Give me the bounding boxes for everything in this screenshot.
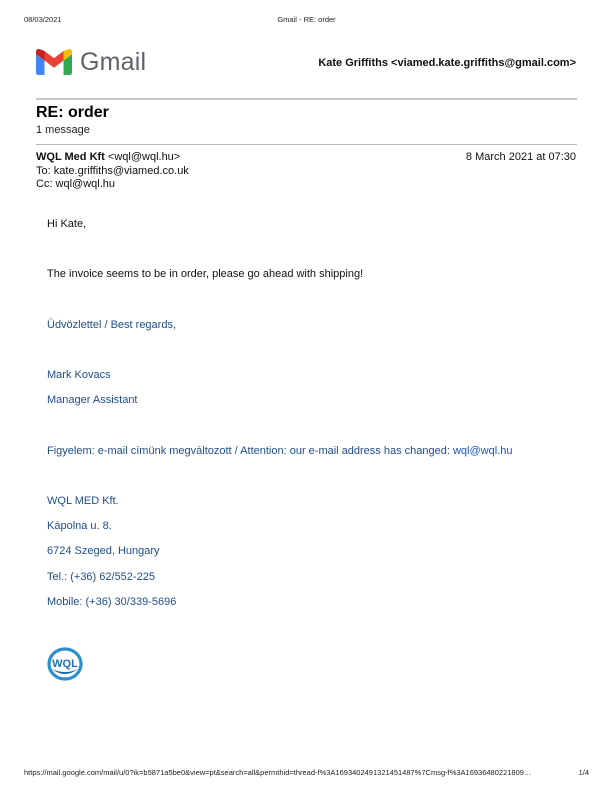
notice-text: Figyelem: e-mail címünk megváltozott / Attention: our e-mail address has changed: — [47, 445, 453, 457]
gmail-logo-icon — [36, 48, 72, 76]
recipient-to: To: kate.griffiths@viamed.co.uk — [36, 165, 189, 177]
print-url: https://mail.google.com/mail/u/0?ik=b5871a5be0&view=pt&search=all&permthid=thread-f%3A1693402491321451487%7Cmsg-f%3A16936480221809… — [24, 768, 532, 777]
page-number: 1/4 — [578, 768, 589, 777]
signature-name: Mark Kovacs — [47, 369, 111, 381]
company-mobile: Mobile: (+36) 30/339-5696 — [47, 596, 177, 608]
company-city: 6724 Szeged, Hungary — [47, 545, 160, 557]
recipient-cc: Cc: wql@wql.hu — [36, 178, 116, 190]
greeting: Hi Kate, — [47, 218, 87, 230]
wql-logo-icon — [47, 647, 83, 681]
address-change-notice — [47, 445, 512, 457]
company-phone: Tel.: (+36) 62/552-225 — [47, 571, 155, 583]
thread-subject: RE: order — [36, 104, 109, 121]
message-body: The invoice seems to be in order, please go ahead with shipping! — [47, 268, 364, 280]
notice-email-link[interactable]: wql@wql.hu — [452, 445, 513, 457]
header-divider — [36, 98, 577, 100]
company-street: Kápolna u. 8. — [47, 520, 112, 532]
company-name: WQL MED Kft. — [47, 495, 119, 507]
regards: Üdvözlettel / Best regards, — [47, 319, 177, 331]
account-email: Kate Griffiths <viamed.kate.griffiths@gmail.com> — [318, 57, 576, 69]
signature-title: Manager Assistant — [47, 394, 138, 406]
sender — [36, 151, 180, 163]
message-date: 8 March 2021 at 07:30 — [465, 151, 576, 163]
gmail-wordmark: Gmail — [80, 48, 147, 76]
message-count: 1 message — [36, 124, 90, 136]
sender-email: <wql@wql.hu> — [107, 151, 181, 163]
sender-name: WQL Med Kft — [36, 151, 105, 163]
wql-logo-text: WQL — [52, 658, 78, 670]
print-date: 08/03/2021 — [24, 15, 62, 24]
print-title: Gmail - RE: order — [277, 15, 336, 24]
subject-divider — [36, 144, 577, 145]
